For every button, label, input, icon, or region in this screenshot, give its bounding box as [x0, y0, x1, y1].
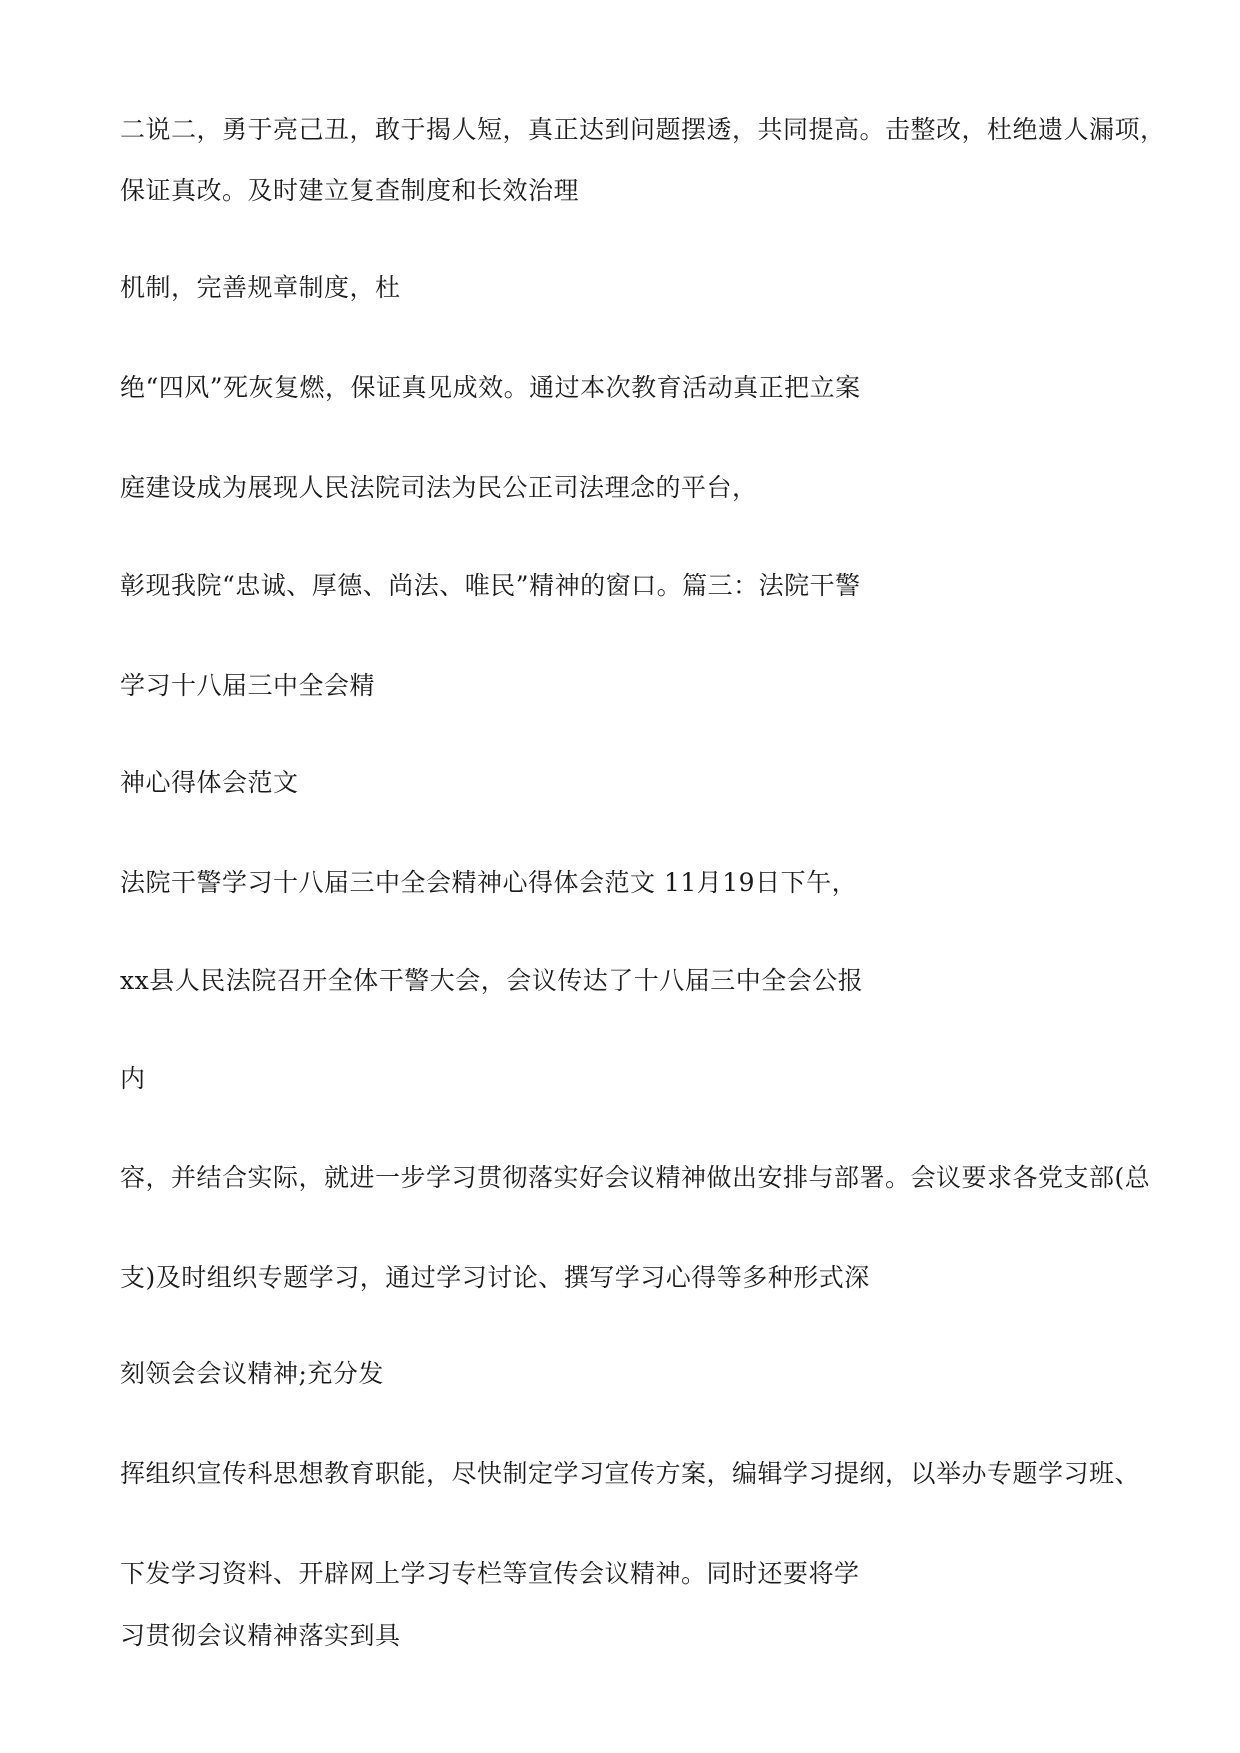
text-line: 彰现我院“忠诚、厚德、尚法、唯民”精神的窗口。篇三：法院干警	[120, 571, 861, 600]
text-line: 内	[120, 1064, 146, 1093]
text-line: 下发学习资料、开辟网上学习专栏等宣传会议精神。同时还要将学	[120, 1559, 860, 1588]
text-line: 法院干警学习十八届三中全会精神心得体会范文 11月19日下午，	[120, 868, 858, 897]
text-line: 庭建设成为展现人民法院司法为民公正司法理念的平台，	[120, 473, 758, 502]
text-line: 神心得体会范文	[120, 768, 299, 797]
text-line: 机制，完善规章制度，杜	[120, 273, 401, 302]
text-line: 刻领会会议精神;充分发	[120, 1359, 384, 1388]
text-line: 保证真改。及时建立复查制度和长效治理	[120, 176, 580, 205]
text-line: 绝“四风”死灰复燃，保证真见成效。通过本次教育活动真正把立案	[120, 373, 861, 402]
text-line: 学习十八届三中全会精	[120, 671, 376, 700]
text-line: 支)及时组织专题学习，通过学习讨论、撰写学习心得等多种形式深	[120, 1263, 870, 1292]
text-line: 挥组织宣传科思想教育职能，尽快制定学习宣传方案，编辑学习提纲，以举办专题学习班、	[120, 1459, 1141, 1488]
text-line: 习贯彻会议精神落实到具	[120, 1621, 401, 1650]
text-line: 二说二，勇于亮己丑，敢于揭人短，真正达到问题摆透，共同提高。击整改，杜绝遗人漏项，	[120, 115, 1166, 144]
text-line: xx县人民法院召开全体干警大会，会议传达了十八届三中全会公报	[120, 966, 864, 995]
text-line: 容，并结合实际，就进一步学习贯彻落实好会议精神做出安排与部署。会议要求各党支部(总	[120, 1163, 1151, 1192]
